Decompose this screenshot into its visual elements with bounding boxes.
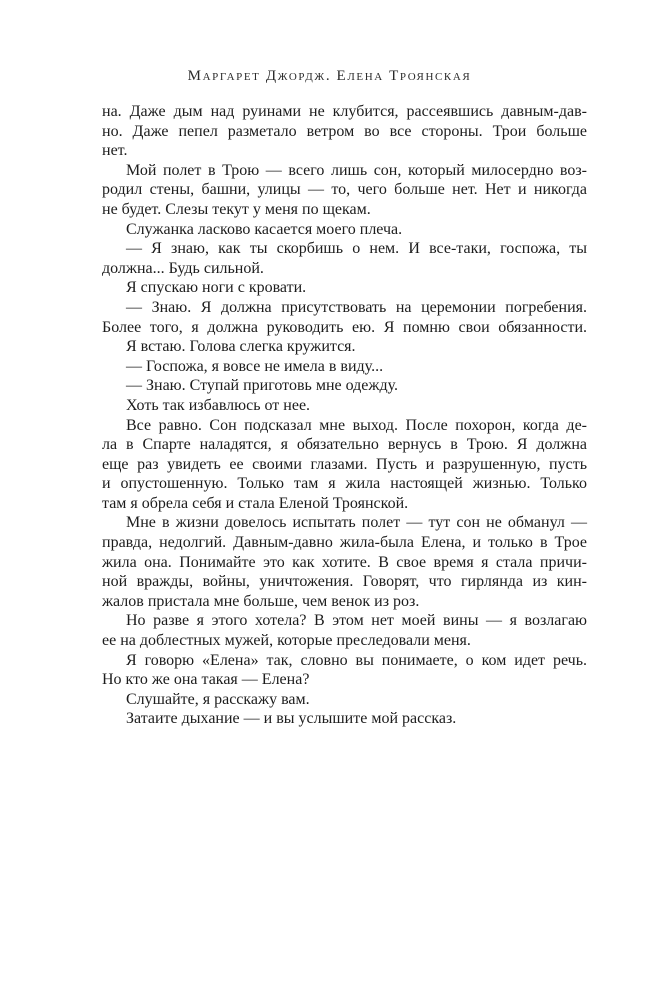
page-body	[102, 102, 587, 729]
text-line: — Знаю. Ступай приготовь мне одежду.	[126, 377, 398, 395]
text-line: — Я знаю, как ты скорбишь о нем. И все-таки, госпожа, ты	[126, 240, 587, 258]
text-line: ла в Спарте наладятся, я обязательно вернусь в Трою. Я должна	[102, 436, 587, 454]
text-line: правда, недолгий. Давным-давно жила-была Елена, и только в Трое	[102, 534, 587, 552]
text-line: Но кто же она такая — Елена?	[102, 671, 310, 689]
text-line: не будет. Слезы текут у меня по щекам.	[102, 200, 371, 218]
running-head: Маргарет Джордж. Елена Троянская	[187, 68, 472, 84]
text-line: там я обрела себя и стала Еленой Троянской.	[102, 494, 409, 512]
text-line: Я спускаю ноги с кровати.	[126, 279, 307, 297]
text-line: Мой полет в Трою — всего лишь сон, который милосердно воз-	[126, 161, 587, 179]
text-line: и опустошенную. Только там я жила настоящей жизнью. Только	[102, 475, 587, 493]
text-line: Служанка ласково касается моего плеча.	[126, 220, 403, 238]
text-line: Я говорю «Елена» так, словно вы понимаете, о ком идет речь.	[126, 651, 587, 669]
text-line: ее на доблестных мужей, которые преследовали меня.	[102, 632, 471, 650]
text-line: жалов пристала мне больше, чем венок из роз.	[102, 592, 420, 610]
text-line: ной вражды, войны, уничтожения. Говорят, что гирлянда из кин-	[102, 573, 587, 591]
text-line: нет.	[102, 142, 128, 160]
text-line: на. Даже дым над руинами не клубится, рассеявшись давным-дав-	[102, 103, 587, 120]
text-line: Более того, я должна руководить ею. Я помню свои обязанности.	[102, 318, 587, 336]
text-line: Мне в жизни довелось испытать полет — тут сон не обманул —	[126, 514, 587, 532]
text-line: Я встаю. Голова слегка кружится.	[126, 338, 356, 356]
text-line: — Знаю. Я должна присутствовать на церемонии погребения.	[126, 298, 587, 316]
text-line: Все равно. Сон подсказал мне выход. После похорон, когда де-	[126, 416, 587, 434]
text-line: — Госпожа, я вовсе не имела в виду...	[126, 357, 384, 375]
text-line: Но разве я этого хотела? В этом нет моей вины — я возлагаю	[126, 612, 587, 630]
text-line: Хоть так избавлюсь от нее.	[126, 396, 311, 414]
text-line: Затаите дыхание — и вы услышите мой рассказ.	[126, 710, 457, 728]
text-line: родил стены, башни, улицы — то, чего больше нет. Нет и никогда	[102, 181, 587, 199]
text-line: еще раз увидеть ее своими глазами. Пусть и разрушенную, пусть	[102, 455, 587, 473]
text-line: жила она. Понимайте это как хотите. В свое время я стала причи-	[102, 553, 587, 571]
text-line: но. Даже пепел разметало ветром во все стороны. Трои больше	[102, 122, 587, 140]
text-line: Слушайте, я расскажу вам.	[126, 690, 310, 708]
text-line: должна... Будь сильной.	[102, 259, 264, 277]
